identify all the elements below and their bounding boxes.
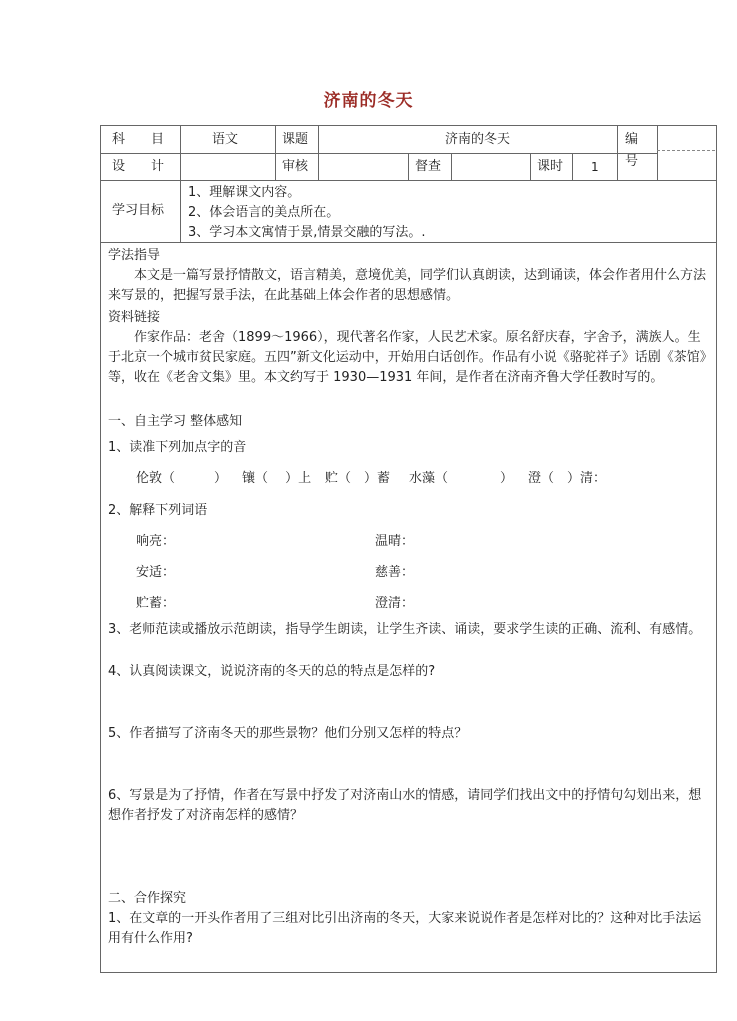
resources-text: 作家作品：老舍（1899～1966），现代著名作家，人民艺术家。原名舒庆春，字舍予，满族人。生于北京一个城市贫民家庭。五四”新文化运动中，开始用白话创作。作品有小说《骆驼祥子》话剧《茶馆》等，收在《老舍文集》里。本文约写于 1930—1931 年间，是作者在济南齐鲁大学任教时写的。 bbox=[108, 330, 707, 385]
question-6: 6、写景是为了抒情，作者在写景中抒发了对济南山水的情感，请同学们找出文中的抒情句勾划出来，想想作者抒发了对济南怎样的感情？ bbox=[108, 788, 702, 823]
grid-line bbox=[451, 153, 452, 180]
word-item: 澄清： bbox=[375, 596, 415, 611]
grid-line bbox=[318, 125, 319, 180]
word-item: 响亮： bbox=[136, 534, 176, 549]
section2-question-1: 1、在文章的一开头作者用了三组对比引出济南的冬天，大家来说说作者是怎样对比的？这种对比手法运用有什么作用? bbox=[108, 911, 702, 946]
question-5: 5、作者描写了济南冬天的那些景物？他们分别又怎样的特点？ bbox=[108, 726, 468, 741]
question-1: 1、读准下列加点字的音 bbox=[108, 440, 247, 455]
goal-item: 3、学习本文寓情于景,情景交融的写法。. bbox=[188, 225, 426, 240]
pinyin-item: 镶（ ）上 bbox=[242, 471, 312, 486]
goal-item: 2、体会语言的美点所在。 bbox=[188, 205, 340, 220]
section1-heading: 一、自主学习 整体感知 bbox=[108, 414, 243, 429]
subject-value: 语文 bbox=[212, 132, 239, 147]
number-label-char: 编 bbox=[625, 132, 639, 147]
section2-heading: 二、合作探究 bbox=[108, 891, 187, 906]
grid-line bbox=[408, 153, 409, 180]
question-3: 3、老师范读或播放示范朗读，指导学生朗读，让学生齐读、诵读，要求学生读的正确、流利、有感情。 bbox=[108, 622, 702, 637]
grid-line bbox=[180, 125, 181, 242]
page-title: 济南的冬天 bbox=[323, 91, 414, 111]
word-item: 慈善： bbox=[375, 565, 415, 580]
grid-line bbox=[100, 153, 657, 154]
grid-line bbox=[275, 125, 276, 180]
grid-line bbox=[572, 153, 573, 180]
topic-value: 济南的冬天 bbox=[445, 132, 511, 147]
guidance-heading: 学法指导 bbox=[108, 248, 161, 263]
period-label: 课时 bbox=[537, 159, 564, 174]
subject-label: 科 目 bbox=[112, 132, 165, 147]
word-item: 贮蓄： bbox=[136, 596, 176, 611]
grid-line bbox=[530, 153, 531, 180]
grid-line bbox=[100, 180, 717, 181]
pinyin-item: 水藻（ ） bbox=[409, 471, 514, 486]
grid-line bbox=[100, 242, 717, 243]
question-4: 4、认真阅读课文，说说济南的冬天的总的特点是怎样的? bbox=[108, 664, 436, 679]
goal-item: 1、理解课文内容。 bbox=[188, 185, 301, 200]
goals-label: 学习目标 bbox=[112, 203, 165, 218]
pinyin-item: 贮（ ）蓄 bbox=[325, 471, 391, 486]
pinyin-item: 伦敦（ ） bbox=[136, 471, 228, 486]
topic-label: 课题 bbox=[282, 132, 309, 147]
designer-label: 设 计 bbox=[112, 159, 165, 174]
resources-heading: 资料链接 bbox=[108, 310, 161, 325]
guidance-text: 本文是一篇写景抒情散文，语言精美，意境优美，同学们认真朗读，达到诵读，体会作者用什么方法来写景的，把握写景手法，在此基础上体会作者的思想感情。 bbox=[108, 268, 707, 303]
supervisor-label: 督查 bbox=[415, 159, 442, 174]
period-value: 1 bbox=[591, 160, 599, 174]
number-label-char: 号 bbox=[625, 154, 639, 169]
grid-line bbox=[657, 125, 658, 180]
reviewer-label: 审核 bbox=[282, 159, 309, 174]
grid-line bbox=[617, 125, 618, 180]
number-field-line bbox=[657, 150, 715, 151]
pinyin-item: 澄（ ）清： bbox=[528, 471, 607, 486]
word-item: 温晴： bbox=[375, 534, 415, 549]
question-2: 2、解释下列词语 bbox=[108, 503, 208, 518]
word-item: 安适： bbox=[136, 565, 176, 580]
